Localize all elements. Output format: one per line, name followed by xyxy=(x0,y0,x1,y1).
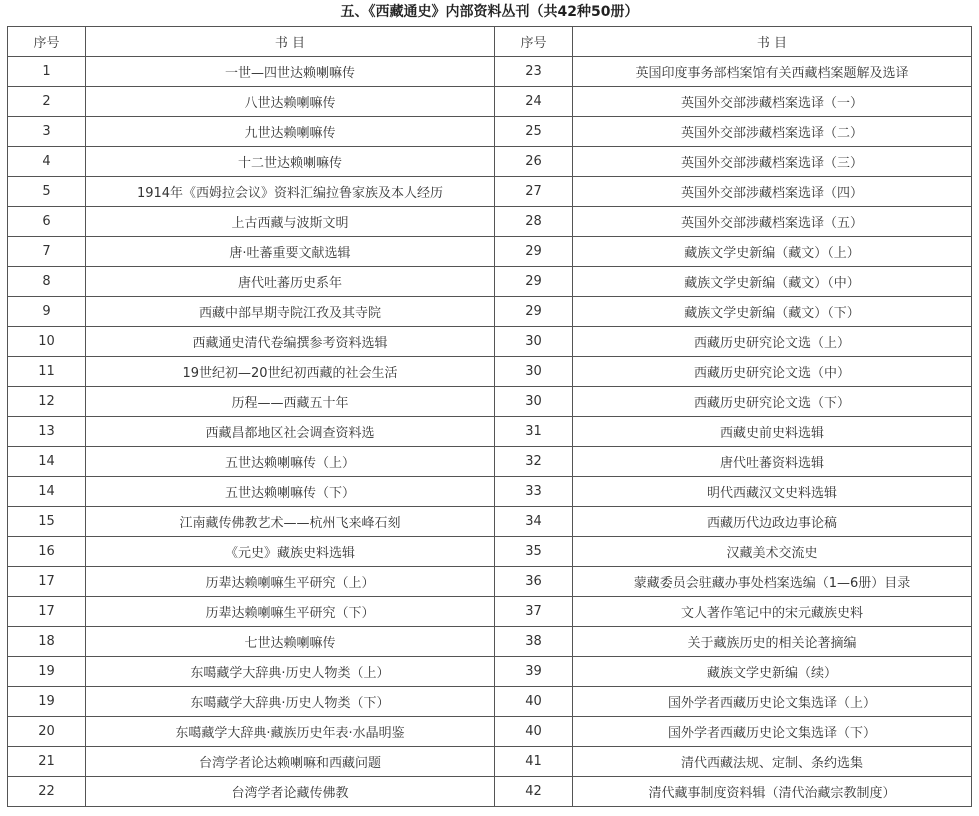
cell-title-right: 藏族文学史新编（藏文）（中） xyxy=(573,267,972,297)
cell-title-right: 英国外交部涉藏档案选译（一） xyxy=(573,87,972,117)
header-title-right: 书 目 xyxy=(573,27,972,57)
cell-title: 《元史》藏族史料选辑 xyxy=(86,537,495,567)
cell-title-right: 西藏历代边政边事论稿 xyxy=(573,507,972,537)
cell-no-right: 40 xyxy=(495,687,573,717)
cell-no: 21 xyxy=(8,747,86,777)
cell-no-right: 32 xyxy=(495,447,573,477)
cell-no-right: 26 xyxy=(495,147,573,177)
cell-title: 江南藏传佛教艺术——杭州飞来峰石刻 xyxy=(86,507,495,537)
cell-no: 10 xyxy=(8,327,86,357)
table-row xyxy=(8,717,972,747)
cell-no-right: 28 xyxy=(495,207,573,237)
cell-no: 13 xyxy=(8,417,86,447)
table-row xyxy=(8,447,972,477)
cell-no-right: 37 xyxy=(495,597,573,627)
cell-no-right: 33 xyxy=(495,477,573,507)
cell-no: 18 xyxy=(8,627,86,657)
table-row xyxy=(8,687,972,717)
cell-title-right: 英国印度事务部档案馆有关西藏档案题解及选译 xyxy=(573,57,972,87)
cell-title: 唐·吐蕃重要文献选辑 xyxy=(86,237,495,267)
table-row xyxy=(8,177,972,207)
cell-no-right: 30 xyxy=(495,357,573,387)
table-row xyxy=(8,207,972,237)
cell-title-right: 英国外交部涉藏档案选译（四） xyxy=(573,177,972,207)
cell-title-right: 西藏历史研究论文选（上） xyxy=(573,327,972,357)
table-row xyxy=(8,597,972,627)
cell-no: 4 xyxy=(8,147,86,177)
cell-title: 1914年《西姆拉会议》资料汇编拉鲁家族及本人经历 xyxy=(86,177,495,207)
cell-no: 19 xyxy=(8,657,86,687)
catalog-table xyxy=(7,26,972,807)
cell-no-right: 30 xyxy=(495,387,573,417)
cell-title-right: 文人著作笔记中的宋元藏族史料 xyxy=(573,597,972,627)
cell-no-right: 36 xyxy=(495,567,573,597)
table-row xyxy=(8,627,972,657)
cell-no: 7 xyxy=(8,237,86,267)
cell-title: 五世达赖喇嘛传（下） xyxy=(86,477,495,507)
header-no: 序号 xyxy=(8,27,86,57)
cell-title-right: 国外学者西藏历史论文集选译（下） xyxy=(573,717,972,747)
cell-no-right: 29 xyxy=(495,297,573,327)
cell-title-right: 藏族文学史新编（藏文）（下） xyxy=(573,297,972,327)
table-row xyxy=(8,657,972,687)
table-row xyxy=(8,507,972,537)
table-row xyxy=(8,147,972,177)
cell-title: 七世达赖喇嘛传 xyxy=(86,627,495,657)
cell-title: 八世达赖喇嘛传 xyxy=(86,87,495,117)
table-body xyxy=(8,57,972,807)
header-no-right: 序号 xyxy=(495,27,573,57)
cell-no: 16 xyxy=(8,537,86,567)
cell-title-right: 藏族文学史新编（续） xyxy=(573,657,972,687)
cell-no: 8 xyxy=(8,267,86,297)
cell-no-right: 30 xyxy=(495,327,573,357)
cell-title-right: 清代藏事制度资料辑（清代治藏宗教制度） xyxy=(573,777,972,807)
table-row xyxy=(8,327,972,357)
table-row xyxy=(8,477,972,507)
cell-no: 3 xyxy=(8,117,86,147)
cell-title: 历程——西藏五十年 xyxy=(86,387,495,417)
cell-no-right: 29 xyxy=(495,267,573,297)
cell-title-right: 英国外交部涉藏档案选译（二） xyxy=(573,117,972,147)
cell-title: 东噶藏学大辞典·历史人物类（下） xyxy=(86,687,495,717)
cell-title: 历辈达赖喇嘛生平研究（上） xyxy=(86,567,495,597)
cell-no-right: 24 xyxy=(495,87,573,117)
cell-title: 台湾学者论藏传佛教 xyxy=(86,777,495,807)
cell-no: 6 xyxy=(8,207,86,237)
cell-title-right: 明代西藏汉文史料选辑 xyxy=(573,477,972,507)
cell-no: 11 xyxy=(8,357,86,387)
page-title: 五、《西藏通史》内部资料丛刊（共42种50册） xyxy=(340,4,639,20)
table-row xyxy=(8,297,972,327)
cell-no-right: 40 xyxy=(495,717,573,747)
cell-no: 22 xyxy=(8,777,86,807)
cell-title-right: 国外学者西藏历史论文集选译（上） xyxy=(573,687,972,717)
cell-no: 19 xyxy=(8,687,86,717)
cell-title-right: 西藏历史研究论文选（中） xyxy=(573,357,972,387)
cell-title-right: 清代西藏法规、定制、条约选集 xyxy=(573,747,972,777)
cell-title-right: 英国外交部涉藏档案选译（三） xyxy=(573,147,972,177)
cell-title: 九世达赖喇嘛传 xyxy=(86,117,495,147)
cell-title-right: 蒙藏委员会驻藏办事处档案选编（1—6册）目录 xyxy=(573,567,972,597)
cell-title-right: 关于藏族历史的相关论著摘编 xyxy=(573,627,972,657)
cell-no-right: 35 xyxy=(495,537,573,567)
cell-no: 1 xyxy=(8,57,86,87)
cell-no: 14 xyxy=(8,447,86,477)
cell-no: 17 xyxy=(8,597,86,627)
table-row xyxy=(8,57,972,87)
cell-title-right: 西藏史前史料选辑 xyxy=(573,417,972,447)
header-row xyxy=(8,27,972,57)
table-row xyxy=(8,747,972,777)
cell-no-right: 23 xyxy=(495,57,573,87)
cell-title-right: 西藏历史研究论文选（下） xyxy=(573,387,972,417)
table-row xyxy=(8,87,972,117)
cell-no: 9 xyxy=(8,297,86,327)
cell-title: 十二世达赖喇嘛传 xyxy=(86,147,495,177)
cell-title: 19世纪初—20世纪初西藏的社会生活 xyxy=(86,357,495,387)
table-row xyxy=(8,117,972,147)
cell-title: 东噶藏学大辞典·历史人物类（上） xyxy=(86,657,495,687)
cell-title-right: 藏族文学史新编（藏文）（上） xyxy=(573,237,972,267)
cell-title: 西藏昌都地区社会调查资料选 xyxy=(86,417,495,447)
cell-title: 历辈达赖喇嘛生平研究（下） xyxy=(86,597,495,627)
cell-no: 20 xyxy=(8,717,86,747)
table-row xyxy=(8,267,972,297)
cell-no-right: 27 xyxy=(495,177,573,207)
cell-title-right: 英国外交部涉藏档案选译（五） xyxy=(573,207,972,237)
cell-no: 14 xyxy=(8,477,86,507)
cell-title: 台湾学者论达赖喇嘛和西藏问题 xyxy=(86,747,495,777)
header-title: 书 目 xyxy=(86,27,495,57)
cell-no-right: 41 xyxy=(495,747,573,777)
cell-no-right: 42 xyxy=(495,777,573,807)
cell-title-right: 唐代吐蕃资料选辑 xyxy=(573,447,972,477)
cell-no: 17 xyxy=(8,567,86,597)
table-row xyxy=(8,387,972,417)
cell-title-right: 汉藏美术交流史 xyxy=(573,537,972,567)
cell-title: 五世达赖喇嘛传（上） xyxy=(86,447,495,477)
table-row xyxy=(8,417,972,447)
cell-no: 5 xyxy=(8,177,86,207)
cell-title: 西藏通史清代卷编撰参考资料选辑 xyxy=(86,327,495,357)
cell-no: 2 xyxy=(8,87,86,117)
cell-title: 唐代吐蕃历史系年 xyxy=(86,267,495,297)
cell-title: 一世—四世达赖喇嘛传 xyxy=(86,57,495,87)
cell-no-right: 29 xyxy=(495,237,573,267)
cell-no: 15 xyxy=(8,507,86,537)
table-row xyxy=(8,537,972,567)
cell-no-right: 25 xyxy=(495,117,573,147)
cell-no-right: 31 xyxy=(495,417,573,447)
table-row xyxy=(8,567,972,597)
cell-title: 西藏中部早期寺院江孜及其寺院 xyxy=(86,297,495,327)
table-row xyxy=(8,357,972,387)
cell-no-right: 38 xyxy=(495,627,573,657)
cell-no: 12 xyxy=(8,387,86,417)
cell-no-right: 34 xyxy=(495,507,573,537)
cell-no-right: 39 xyxy=(495,657,573,687)
cell-title: 上古西藏与波斯文明 xyxy=(86,207,495,237)
table-row xyxy=(8,237,972,267)
table-row xyxy=(8,777,972,807)
cell-title: 东噶藏学大辞典·藏族历史年表·水晶明鉴 xyxy=(86,717,495,747)
